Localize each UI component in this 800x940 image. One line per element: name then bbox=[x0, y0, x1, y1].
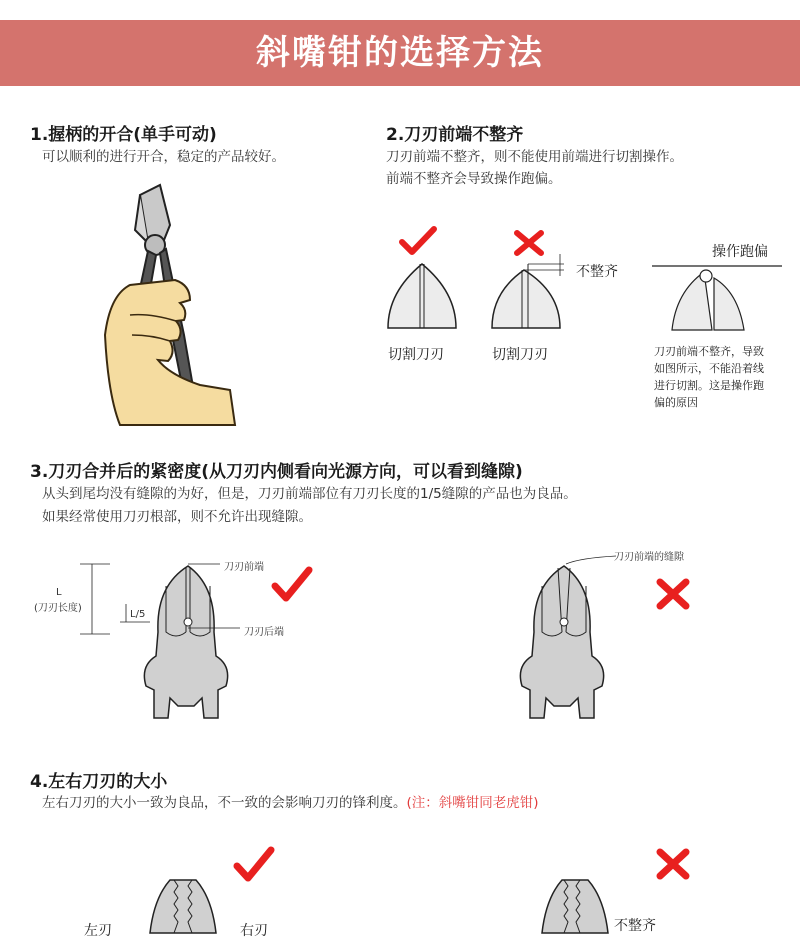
section2-body-line-1: 刀刃前端不整齐，则不能使用前端进行切割操作。 bbox=[386, 149, 683, 165]
checkmark-icon bbox=[234, 846, 274, 884]
misaligned-label: 不整齐 bbox=[576, 264, 618, 280]
section3-body-line-2: 如果经常使用刀刃根部，则不允许出现缝隙。 bbox=[42, 509, 312, 525]
bad-blade-label: 切割刀刃 bbox=[492, 347, 548, 363]
tip-label: 刀刃前端 bbox=[224, 562, 264, 573]
right-blade-label: 右刃 bbox=[240, 923, 268, 939]
unequal-misaligned-label: 不整齐 bbox=[614, 918, 656, 934]
cross-icon bbox=[514, 230, 544, 256]
section3-heading: 3.刀刃合并后的紧密度(从刀刃内侧看向光源方向，可以看到缝隙) bbox=[30, 462, 523, 482]
section1-body: 可以顺利的进行开合，稳定的产品较好。 bbox=[42, 149, 285, 165]
equal-blades-diagram bbox=[148, 878, 218, 933]
section1-heading: 1.握柄的开合(单手可动) bbox=[30, 125, 217, 145]
misaligned-blade-diagram bbox=[488, 262, 564, 330]
unequal-blades-diagram bbox=[540, 878, 610, 933]
fifth-length-label: L/5 bbox=[130, 609, 146, 620]
checkmark-icon bbox=[400, 226, 436, 256]
deviation-caption-line-4: 偏的原因 bbox=[654, 396, 698, 409]
section4-heading: 4.左右刀刃的大小 bbox=[30, 772, 168, 792]
deviation-diagram bbox=[652, 262, 782, 332]
cross-icon bbox=[656, 848, 690, 880]
deviation-caption-line-3: 进行切割。这是操作跑 bbox=[654, 379, 764, 392]
aligned-blade-diagram bbox=[384, 262, 460, 330]
tight-jaw-diagram bbox=[80, 556, 240, 726]
deviation-caption-line-2: 如图所示，不能沿着线 bbox=[654, 362, 764, 375]
checkmark-icon bbox=[272, 566, 312, 604]
root-label: 刀刃后端 bbox=[244, 627, 284, 638]
hand-holding-pliers-illustration bbox=[100, 185, 250, 425]
section2-body-line-2: 前端不整齐会导致操作跑偏。 bbox=[386, 171, 562, 187]
page-title: 斜嘴钳的选择方法 bbox=[0, 20, 800, 86]
section4-body bbox=[42, 792, 539, 814]
left-blade-label: 左刃 bbox=[84, 923, 112, 939]
cross-icon bbox=[656, 578, 690, 610]
section4-note: (注：斜嘴钳同老虎钳) bbox=[406, 795, 539, 811]
deviation-title: 操作跑偏 bbox=[712, 244, 768, 260]
good-blade-label: 切割刀刃 bbox=[388, 347, 444, 363]
gap-label: 刀刃前端的缝隙 bbox=[614, 552, 684, 563]
deviation-caption-line-1: 刀刃前端不整齐，导致 bbox=[654, 345, 764, 358]
section3-body-line-1: 从头到尾均没有缝隙的为好，但是，刀刃前端部位有刀刃长度的1/5缝隙的产品也为良品。 bbox=[42, 486, 577, 502]
gapped-jaw-diagram bbox=[520, 556, 630, 726]
section2-heading: 2.刀刃前端不整齐 bbox=[386, 125, 524, 145]
section4-body-text: 左右刀刃的大小一致为良品，不一致的会影响刀刃的锋利度。 bbox=[42, 795, 407, 811]
length-label: L bbox=[56, 587, 62, 598]
length-desc-label: (刀刃长度) bbox=[34, 603, 82, 614]
